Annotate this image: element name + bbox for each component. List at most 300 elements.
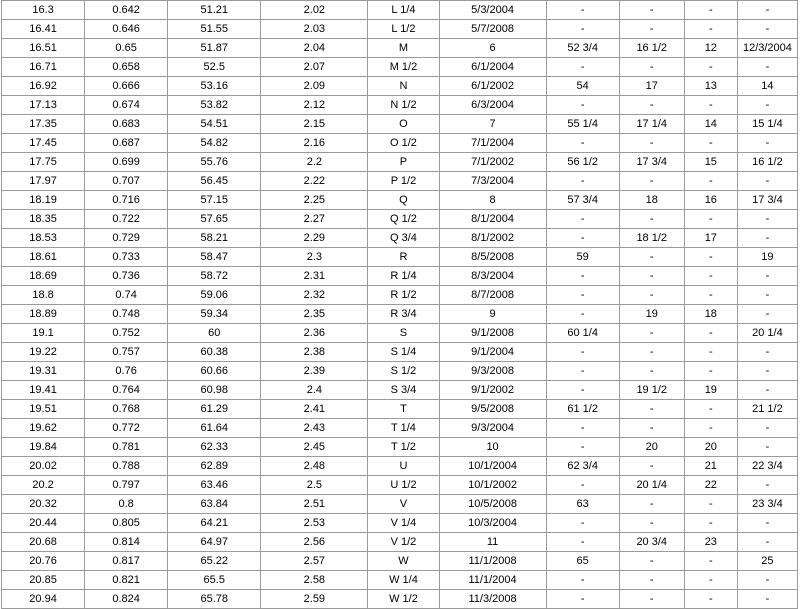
table-row <box>2 343 798 362</box>
table-cell: 64.21 <box>168 514 261 533</box>
table-cell: - <box>737 96 797 115</box>
table-cell: 20.2 <box>2 476 85 495</box>
table-cell: 25 <box>737 552 797 571</box>
table-cell: 51.87 <box>168 39 261 58</box>
table-cell: - <box>684 20 737 39</box>
table-cell: 8/1/2004 <box>439 210 546 229</box>
table-cell: 11 <box>439 533 546 552</box>
table-cell: 10/3/2004 <box>439 514 546 533</box>
table-cell: 2.02 <box>261 1 368 20</box>
table-cell: 52 3/4 <box>546 39 619 58</box>
table-cell: W 1/2 <box>368 590 439 609</box>
table-row <box>2 267 798 286</box>
table-cell: 14 <box>684 115 737 134</box>
table-cell: 2.48 <box>261 457 368 476</box>
table-cell: - <box>684 552 737 571</box>
table-cell: 6/3/2004 <box>439 96 546 115</box>
table-cell: - <box>684 419 737 438</box>
table-row <box>2 324 798 343</box>
table-cell: 20.32 <box>2 495 85 514</box>
table-cell: 17 <box>619 77 684 96</box>
table-cell: 17 <box>684 229 737 248</box>
table-cell: 9 <box>439 305 546 324</box>
table-cell: M 1/2 <box>368 58 439 77</box>
table-cell: 0.805 <box>85 514 168 533</box>
table-row <box>2 438 798 457</box>
table-cell: 53.82 <box>168 96 261 115</box>
table-cell: - <box>737 267 797 286</box>
table-cell: 18 1/2 <box>619 229 684 248</box>
table-cell: 2.07 <box>261 58 368 77</box>
table-cell: - <box>619 343 684 362</box>
table-cell: 0.707 <box>85 172 168 191</box>
table-row <box>2 457 798 476</box>
table-cell: 19.22 <box>2 343 85 362</box>
table-cell: 22 3/4 <box>737 457 797 476</box>
table-cell: 8 <box>439 191 546 210</box>
table-cell: 18 <box>684 305 737 324</box>
table-cell: - <box>737 362 797 381</box>
table-cell: 19 <box>737 248 797 267</box>
table-cell: 0.824 <box>85 590 168 609</box>
table-cell: S 1/4 <box>368 343 439 362</box>
table-cell: 58.72 <box>168 267 261 286</box>
table-cell: 2.15 <box>261 115 368 134</box>
table-cell: 20.68 <box>2 533 85 552</box>
table-cell: - <box>619 210 684 229</box>
table-cell: 18.19 <box>2 191 85 210</box>
table-cell: - <box>546 438 619 457</box>
table-cell: V 1/2 <box>368 533 439 552</box>
table-cell: 20.85 <box>2 571 85 590</box>
table-cell: - <box>737 438 797 457</box>
table-row <box>2 134 798 153</box>
table-cell: R 1/4 <box>368 267 439 286</box>
table-cell: 19.1 <box>2 324 85 343</box>
table-cell: 2.3 <box>261 248 368 267</box>
table-cell: 9/3/2008 <box>439 362 546 381</box>
table-cell: 20.44 <box>2 514 85 533</box>
table-cell: R 3/4 <box>368 305 439 324</box>
table-cell: 8/1/2002 <box>439 229 546 248</box>
table-cell: 60 1/4 <box>546 324 619 343</box>
table-cell: 19.51 <box>2 400 85 419</box>
table-cell: Q 1/2 <box>368 210 439 229</box>
table-cell: 2.56 <box>261 533 368 552</box>
table-cell: 65 <box>546 552 619 571</box>
table-cell: 2.59 <box>261 590 368 609</box>
table-cell: 2.12 <box>261 96 368 115</box>
table-cell: 2.04 <box>261 39 368 58</box>
table-cell: 2.16 <box>261 134 368 153</box>
table-cell: 0.687 <box>85 134 168 153</box>
table-cell: 23 <box>684 533 737 552</box>
table-cell: 64.97 <box>168 533 261 552</box>
table-cell: 0.76 <box>85 362 168 381</box>
table-cell: - <box>737 286 797 305</box>
table-cell: - <box>737 571 797 590</box>
table-cell: 0.646 <box>85 20 168 39</box>
table-cell: 15 <box>684 153 737 172</box>
table-row <box>2 115 798 134</box>
table-cell: 65.5 <box>168 571 261 590</box>
table-row <box>2 210 798 229</box>
table-row <box>2 495 798 514</box>
table-cell: 18 <box>619 191 684 210</box>
table-cell: - <box>684 58 737 77</box>
table-cell: 0.748 <box>85 305 168 324</box>
table-cell: 62.33 <box>168 438 261 457</box>
table-cell: 61 1/2 <box>546 400 619 419</box>
table-row <box>2 58 798 77</box>
table-row <box>2 362 798 381</box>
table-cell: 18.35 <box>2 210 85 229</box>
table-cell: - <box>546 1 619 20</box>
table-cell: - <box>546 381 619 400</box>
table-row <box>2 153 798 172</box>
table-cell: - <box>737 343 797 362</box>
table-cell: 19 <box>684 381 737 400</box>
table-cell: 20.94 <box>2 590 85 609</box>
table-cell: - <box>619 1 684 20</box>
table-cell: - <box>619 267 684 286</box>
table-cell: 21 <box>684 457 737 476</box>
table-cell: 2.35 <box>261 305 368 324</box>
table-cell: W <box>368 552 439 571</box>
table-cell: 20 <box>684 438 737 457</box>
table-cell: Q 3/4 <box>368 229 439 248</box>
table-cell: U <box>368 457 439 476</box>
table-cell: - <box>619 286 684 305</box>
table-cell: - <box>684 267 737 286</box>
table-cell: - <box>546 514 619 533</box>
table-cell: W 1/4 <box>368 571 439 590</box>
table-cell: 2.27 <box>261 210 368 229</box>
table-cell: - <box>737 210 797 229</box>
table-cell: 17 3/4 <box>619 153 684 172</box>
table-cell: 2.58 <box>261 571 368 590</box>
table-cell: - <box>684 343 737 362</box>
table-cell: 52.5 <box>168 58 261 77</box>
table-cell: - <box>737 514 797 533</box>
table-cell: V <box>368 495 439 514</box>
table-row <box>2 552 798 571</box>
table-cell: 9/3/2004 <box>439 419 546 438</box>
table-cell: 54 <box>546 77 619 96</box>
table-cell: 2.31 <box>261 267 368 286</box>
table-cell: - <box>737 229 797 248</box>
table-cell: 62.89 <box>168 457 261 476</box>
table-cell: 62 3/4 <box>546 457 619 476</box>
table-cell: 20.76 <box>2 552 85 571</box>
table-cell: - <box>619 58 684 77</box>
table-cell: 61.64 <box>168 419 261 438</box>
table-cell: 0.716 <box>85 191 168 210</box>
table-cell: R 1/2 <box>368 286 439 305</box>
table-cell: 16 <box>684 191 737 210</box>
table-cell: - <box>619 400 684 419</box>
table-cell: - <box>546 96 619 115</box>
table-cell: 60.38 <box>168 343 261 362</box>
table-cell: 59.06 <box>168 286 261 305</box>
table-body <box>2 1 798 609</box>
table-cell: 16.71 <box>2 58 85 77</box>
table-cell: 2.36 <box>261 324 368 343</box>
table-cell: 2.2 <box>261 153 368 172</box>
table-cell: T <box>368 400 439 419</box>
table-cell: 19.84 <box>2 438 85 457</box>
table-cell: 12 <box>684 39 737 58</box>
table-cell: 5/7/2008 <box>439 20 546 39</box>
table-row <box>2 533 798 552</box>
table-cell: - <box>619 96 684 115</box>
table-cell: 17.13 <box>2 96 85 115</box>
table-cell: - <box>546 590 619 609</box>
table-cell: 7/3/2004 <box>439 172 546 191</box>
table-cell: 0.781 <box>85 438 168 457</box>
table-cell: 9/1/2002 <box>439 381 546 400</box>
table-cell: 10/1/2002 <box>439 476 546 495</box>
table-cell: 0.736 <box>85 267 168 286</box>
table-cell: - <box>619 571 684 590</box>
table-cell: - <box>684 362 737 381</box>
table-cell: 7/1/2004 <box>439 134 546 153</box>
table-cell: 13 <box>684 77 737 96</box>
table-cell: 22 <box>684 476 737 495</box>
table-cell: 20 1/4 <box>619 476 684 495</box>
table-cell: 9/1/2004 <box>439 343 546 362</box>
table-cell: 20 3/4 <box>619 533 684 552</box>
table-cell: 17.97 <box>2 172 85 191</box>
table-cell: - <box>737 419 797 438</box>
table-cell: - <box>619 362 684 381</box>
table-row <box>2 514 798 533</box>
table-cell: 10/5/2008 <box>439 495 546 514</box>
table-cell: 60.98 <box>168 381 261 400</box>
table-cell: 2.32 <box>261 286 368 305</box>
table-cell: R <box>368 248 439 267</box>
table-cell: 59 <box>546 248 619 267</box>
table-cell: 0.65 <box>85 39 168 58</box>
table-cell: 0.764 <box>85 381 168 400</box>
table-cell: 57.15 <box>168 191 261 210</box>
table-cell: - <box>546 229 619 248</box>
table-cell: 10 <box>439 438 546 457</box>
table-cell: - <box>684 96 737 115</box>
table-cell: P <box>368 153 439 172</box>
table-cell: L 1/2 <box>368 20 439 39</box>
table-cell: 2.43 <box>261 419 368 438</box>
table-cell: - <box>737 476 797 495</box>
table-cell: 2.03 <box>261 20 368 39</box>
table-row <box>2 305 798 324</box>
table-cell: 59.34 <box>168 305 261 324</box>
table-cell: - <box>737 58 797 77</box>
table-cell: 21 1/2 <box>737 400 797 419</box>
table-cell: 11/1/2004 <box>439 571 546 590</box>
table-cell: 51.21 <box>168 1 261 20</box>
table-cell: - <box>737 172 797 191</box>
table-cell: L 1/4 <box>368 1 439 20</box>
table-cell: 2.57 <box>261 552 368 571</box>
table-cell: 0.768 <box>85 400 168 419</box>
table-row <box>2 476 798 495</box>
table-cell: P 1/2 <box>368 172 439 191</box>
table-cell: 60 <box>168 324 261 343</box>
table-row <box>2 77 798 96</box>
table-cell: 6 <box>439 39 546 58</box>
table-cell: 2.25 <box>261 191 368 210</box>
table-cell: 0.814 <box>85 533 168 552</box>
table-cell: 17.75 <box>2 153 85 172</box>
table-cell: 16 1/2 <box>619 39 684 58</box>
table-cell: 0.729 <box>85 229 168 248</box>
table-cell: 18.61 <box>2 248 85 267</box>
table-cell: - <box>737 20 797 39</box>
table-cell: 0.74 <box>85 286 168 305</box>
table-cell: 14 <box>737 77 797 96</box>
table-cell: - <box>546 476 619 495</box>
table-cell: 16.92 <box>2 77 85 96</box>
table-cell: 19.41 <box>2 381 85 400</box>
table-cell: - <box>546 58 619 77</box>
table-cell: 58.21 <box>168 229 261 248</box>
table-cell: 2.09 <box>261 77 368 96</box>
table-cell: 8/7/2008 <box>439 286 546 305</box>
table-cell: 54.82 <box>168 134 261 153</box>
table-cell: 2.5 <box>261 476 368 495</box>
table-cell: 11/1/2008 <box>439 552 546 571</box>
table-cell: 0.722 <box>85 210 168 229</box>
table-cell: 20 1/4 <box>737 324 797 343</box>
table-row <box>2 1 798 20</box>
table-row <box>2 191 798 210</box>
table-cell: T 1/2 <box>368 438 439 457</box>
table-cell: 2.29 <box>261 229 368 248</box>
table-cell: 0.8 <box>85 495 168 514</box>
table-row <box>2 248 798 267</box>
table-cell: - <box>737 305 797 324</box>
table-cell: Q <box>368 191 439 210</box>
table-cell: - <box>684 495 737 514</box>
table-cell: 0.752 <box>85 324 168 343</box>
table-cell: 7/1/2002 <box>439 153 546 172</box>
table-cell: - <box>619 324 684 343</box>
table-cell: - <box>619 134 684 153</box>
table-row <box>2 20 798 39</box>
table-cell: 56.45 <box>168 172 261 191</box>
table-cell: 17.45 <box>2 134 85 153</box>
table-row <box>2 590 798 609</box>
table-cell: - <box>684 172 737 191</box>
table-cell: - <box>619 495 684 514</box>
table-cell: - <box>684 590 737 609</box>
table-cell: - <box>619 248 684 267</box>
table-cell: N <box>368 77 439 96</box>
table-cell: 63.84 <box>168 495 261 514</box>
table-cell: - <box>684 210 737 229</box>
table-cell: 2.53 <box>261 514 368 533</box>
table-cell: 63 <box>546 495 619 514</box>
table-cell: - <box>737 590 797 609</box>
table-cell: 18.89 <box>2 305 85 324</box>
size-conversion-table <box>1 0 798 609</box>
table-cell: 17.35 <box>2 115 85 134</box>
table-cell: - <box>684 514 737 533</box>
table-cell: - <box>546 286 619 305</box>
table-cell: 18.53 <box>2 229 85 248</box>
table-row <box>2 286 798 305</box>
table-cell: - <box>546 419 619 438</box>
table-cell: - <box>546 134 619 153</box>
table-cell: T 1/4 <box>368 419 439 438</box>
table-cell: - <box>619 457 684 476</box>
table-cell: 63.46 <box>168 476 261 495</box>
table-cell: 19 <box>619 305 684 324</box>
table-cell: - <box>546 172 619 191</box>
table-cell: 0.642 <box>85 1 168 20</box>
table-cell: 0.674 <box>85 96 168 115</box>
table-cell: - <box>684 1 737 20</box>
table-cell: 65.22 <box>168 552 261 571</box>
table-cell: - <box>546 571 619 590</box>
table-cell: O 1/2 <box>368 134 439 153</box>
table-row <box>2 96 798 115</box>
table-cell: M <box>368 39 439 58</box>
table-cell: 0.757 <box>85 343 168 362</box>
table-cell: 17 3/4 <box>737 191 797 210</box>
table-cell: 57 3/4 <box>546 191 619 210</box>
table-cell: - <box>546 362 619 381</box>
table-cell: 8/3/2004 <box>439 267 546 286</box>
table-cell: O <box>368 115 439 134</box>
table-cell: S 1/2 <box>368 362 439 381</box>
table-cell: - <box>546 343 619 362</box>
table-cell: 60.66 <box>168 362 261 381</box>
table-cell: - <box>546 20 619 39</box>
table-cell: - <box>684 248 737 267</box>
table-cell: 15 1/4 <box>737 115 797 134</box>
table-cell: - <box>737 134 797 153</box>
table-cell: - <box>546 210 619 229</box>
table-cell: 9/5/2008 <box>439 400 546 419</box>
table-cell: 0.666 <box>85 77 168 96</box>
table-cell: 2.51 <box>261 495 368 514</box>
table-cell: - <box>546 305 619 324</box>
table-cell: 2.4 <box>261 381 368 400</box>
table-cell: 57.65 <box>168 210 261 229</box>
table-row <box>2 571 798 590</box>
table-cell: 16.3 <box>2 1 85 20</box>
table-cell: 11/3/2008 <box>439 590 546 609</box>
table-row <box>2 39 798 58</box>
table-cell: 19.31 <box>2 362 85 381</box>
table-cell: 18.8 <box>2 286 85 305</box>
table-cell: 2.39 <box>261 362 368 381</box>
table-cell: 7 <box>439 115 546 134</box>
table-cell: 55 1/4 <box>546 115 619 134</box>
table-cell: - <box>619 590 684 609</box>
table-cell: 19.62 <box>2 419 85 438</box>
table-cell: V 1/4 <box>368 514 439 533</box>
table-cell: N 1/2 <box>368 96 439 115</box>
table-cell: 19 1/2 <box>619 381 684 400</box>
table-cell: 61.29 <box>168 400 261 419</box>
table-row <box>2 419 798 438</box>
table-cell: 16 1/2 <box>737 153 797 172</box>
table-cell: 55.76 <box>168 153 261 172</box>
table-cell: 12/3/2004 <box>737 39 797 58</box>
